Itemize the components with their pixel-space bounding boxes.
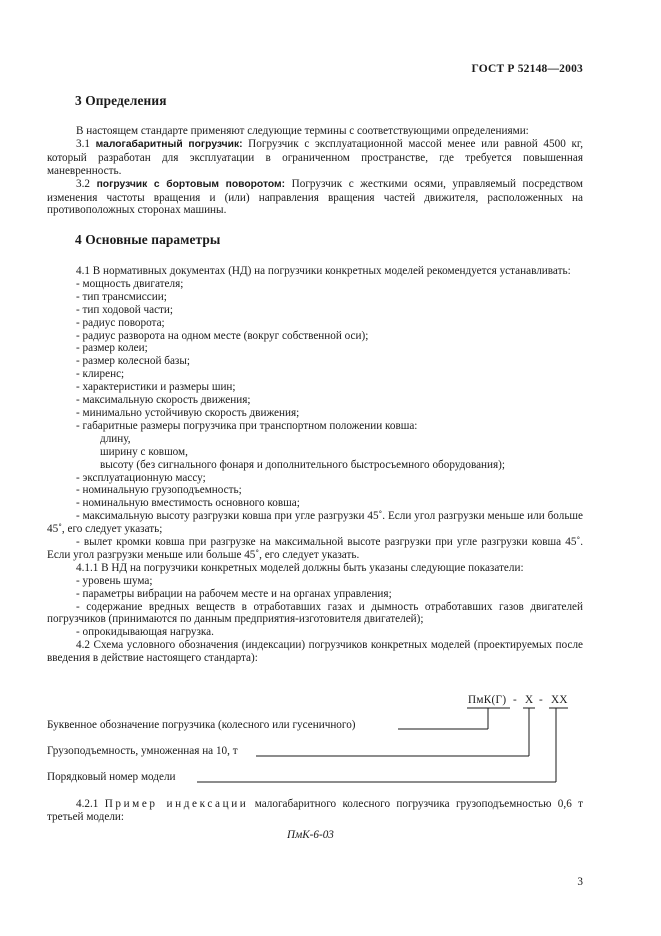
definition-term: погрузчик с бортовым поворотом:: [96, 178, 286, 190]
example-description: малогабаритного колесного погрузчика грузоподъемностью 0,6 т третьей модели:: [47, 798, 584, 823]
list-item-long: - максимальную высоту разгрузки ковша при угле разгрузки 45˚. Если угол разгрузки меньше или больше 45˚, его следует указать;: [47, 510, 583, 536]
example-heading: Пример индексации: [104, 798, 249, 810]
scheme-label-capacity: Грузоподъемность, умноженная на 10, т: [47, 745, 238, 757]
paragraph-4-1-1: 4.1.1 В НД на погрузчики конкретных моделей должны быть указаны следующие показатели:: [76, 561, 524, 574]
list-item: - минимально устойчивую скорость движения;: [76, 406, 300, 419]
scheme-label-letters: Буквенное обозначение погрузчика (колесного или гусеничного): [47, 719, 356, 731]
paragraph-number: 4.2.1: [76, 798, 99, 810]
list-item: - размер колеи;: [76, 342, 148, 355]
definition-text: Погрузчик с эксплуатационной массой менее или равной 4500 кг, который разработан для эксплуатации в ограниченном пространстве, где требуется повышенная маневренность.: [47, 137, 583, 177]
list-item: - мощность двигателя;: [76, 277, 184, 290]
scheme-code-model: ХХ: [551, 694, 568, 706]
definition-text: Погрузчик с жесткими осями, управляемый посредством изменения частоты вращения и (или) направления вращения частей движителя, расположенных на противоположных сторонах машины.: [47, 177, 584, 217]
list-item: ширину с ковшом,: [100, 445, 188, 458]
scheme-code-letters: ПмК(Г): [468, 694, 507, 706]
section-4-title: 4 Основные параметры: [75, 232, 221, 247]
list-item: - номинальную грузоподъемность;: [76, 484, 242, 497]
list-item: - параметры вибрации на рабочем месте и на органах управления;: [76, 587, 392, 600]
list-item: - уровень шума;: [76, 574, 153, 587]
section-3-title: 3 Определения: [75, 93, 167, 108]
paragraph-4-2-1: [47, 798, 583, 824]
scheme-code-capacity: Х: [525, 694, 534, 706]
list-item: высоту (без сигнального фонаря и дополнительного быстросъемного оборудования);: [100, 458, 505, 471]
list-item: - номинальную вместимость основного ковша;: [76, 497, 300, 510]
paragraph-4-1: 4.1 В нормативных документах (НД) на погрузчики конкретных моделей рекомендуется устанавливать:: [76, 265, 571, 277]
list-item: - тип трансмиссии;: [76, 290, 167, 303]
list-item: - опрокидывающая нагрузка.: [76, 626, 214, 639]
scheme-label-model: Порядковый номер модели: [47, 771, 176, 783]
scheme-dash: -: [539, 694, 544, 706]
list-item: - эксплуатационную массу;: [76, 471, 206, 484]
list-item: - размер колесной базы;: [76, 355, 190, 368]
scheme-dash: -: [513, 694, 518, 706]
page-number: 3: [577, 876, 583, 888]
list-item: длину,: [100, 432, 131, 445]
section-3-intro: В настоящем стандарте применяют следующие термины с соответствующими определениями:: [76, 125, 529, 137]
list-item: - радиус разворота на одном месте (вокруг собственной оси);: [76, 329, 369, 342]
list-item-long: - содержание вредных веществ в отработавших газах и дымность отработавших газов двигателей погрузчиков (принимаются по данным предприятия-изготовителя двигателей);: [47, 600, 583, 626]
list-item: - клиренс;: [76, 368, 125, 381]
list-item: - характеристики и размеры шин;: [76, 381, 236, 394]
list-item: - габаритные размеры погрузчика при транспортном положении ковша:: [76, 419, 418, 432]
example-paragraph: [47, 798, 583, 824]
list-item: - тип ходовой части;: [76, 303, 174, 316]
list-item: - радиус поворота;: [76, 316, 165, 329]
definition-number: 3.2: [76, 177, 90, 190]
definition-term: малогабаритный погрузчик:: [95, 138, 243, 150]
standard-header: ГОСТ Р 52148—2003: [471, 63, 583, 75]
definition-number: 3.1: [76, 137, 90, 150]
example-designation: ПмК-6-03: [287, 829, 334, 841]
paragraph-4-2: 4.2 Схема условного обозначения (индексации) погрузчиков конкретных моделей (проектируемых после введения в действие настоящего стандарта):: [47, 639, 583, 665]
list-item: - максимальную скорость движения;: [76, 394, 251, 407]
list-item-long: - вылет кромки ковша при разгрузке на максимальной высоте разгрузки при угле разгрузки ковша 45˚. Если угол разгрузки меньше или больше 45˚, его следует указать.: [47, 536, 583, 561]
